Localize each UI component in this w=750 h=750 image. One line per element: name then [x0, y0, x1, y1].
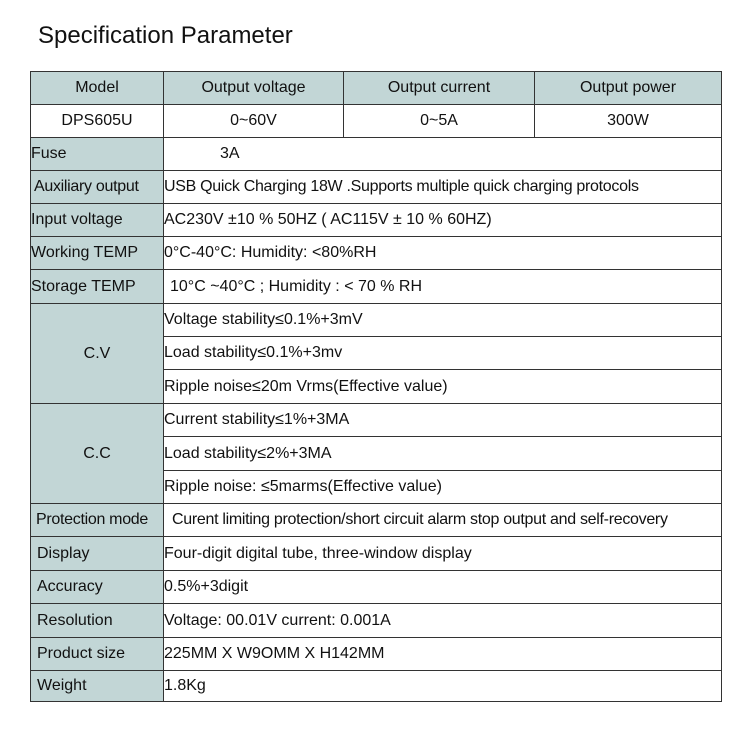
model-value: DPS605U	[31, 105, 164, 138]
aux-value: USB Quick Charging 18W .Supports multiple quick charging protocols	[164, 171, 722, 204]
table-row	[31, 404, 722, 437]
cc-label: C.C	[31, 404, 164, 504]
table-row	[31, 571, 722, 604]
cv-item: Ripple noise≤20m Vrms(Effective value)	[164, 370, 722, 404]
weight-value: 1.8Kg	[164, 671, 722, 702]
header-output-current: Output current	[344, 72, 535, 105]
table-row	[31, 638, 722, 671]
voltage-value: 0~60V	[164, 105, 344, 138]
table-row	[31, 270, 722, 304]
table-row	[31, 237, 722, 270]
current-value: 0~5A	[344, 105, 535, 138]
power-value: 300W	[535, 105, 722, 138]
display-value: Four-digit digital tube, three-window display	[164, 537, 722, 571]
header-model: Model	[31, 72, 164, 105]
working-value: 0°C-40°C: Humidity: <80%RH	[164, 237, 722, 270]
table-row	[31, 504, 722, 537]
resolution-value: Voltage: 00.01V current: 0.001A	[164, 604, 722, 638]
fuse-label: Fuse	[31, 138, 164, 171]
table-row	[31, 204, 722, 237]
cv-label: C.V	[31, 304, 164, 404]
protection-value: Curent limiting protection/short circuit alarm stop output and self-recovery	[164, 504, 722, 537]
page-title: Specification Parameter	[38, 22, 293, 49]
size-value: 225MM X W9OMM X H142MM	[164, 638, 722, 671]
input-value: AC230V ±10 % 50HZ ( AC115V ± 10 % 60HZ)	[164, 204, 722, 237]
working-label: Working TEMP	[31, 237, 164, 270]
header-output-power: Output power	[535, 72, 722, 105]
table-row	[31, 604, 722, 638]
aux-label: Auxiliary output	[31, 171, 164, 204]
cc-item: Current stability≤1%+3MA	[164, 404, 722, 437]
accuracy-label: Accuracy	[31, 571, 164, 604]
size-label: Product size	[31, 638, 164, 671]
table-row	[31, 138, 722, 171]
display-label: Display	[31, 537, 164, 571]
cc-item: Load stability≤2%+3MA	[164, 437, 722, 471]
table-row	[31, 304, 722, 337]
table-row	[31, 537, 722, 571]
input-label: Input voltage	[31, 204, 164, 237]
model-row	[31, 105, 722, 138]
spec-table	[30, 71, 722, 702]
header-row	[31, 72, 722, 105]
storage-label: Storage TEMP	[31, 270, 164, 304]
cv-item: Load stability≤0.1%+3mv	[164, 337, 722, 370]
cc-item: Ripple noise: ≤5marms(Effective value)	[164, 471, 722, 504]
header-output-voltage: Output voltage	[164, 72, 344, 105]
fuse-value: 3A	[164, 138, 722, 171]
accuracy-value: 0.5%+3digit	[164, 571, 722, 604]
weight-label: Weight	[31, 671, 164, 702]
table-row	[31, 671, 722, 702]
cv-item: Voltage stability≤0.1%+3mV	[164, 304, 722, 337]
storage-value: 10°C ~40°C ; Humidity : < 70 % RH	[164, 270, 722, 304]
resolution-label: Resolution	[31, 604, 164, 638]
protection-label: Protection mode	[31, 504, 164, 537]
table-row	[31, 171, 722, 204]
